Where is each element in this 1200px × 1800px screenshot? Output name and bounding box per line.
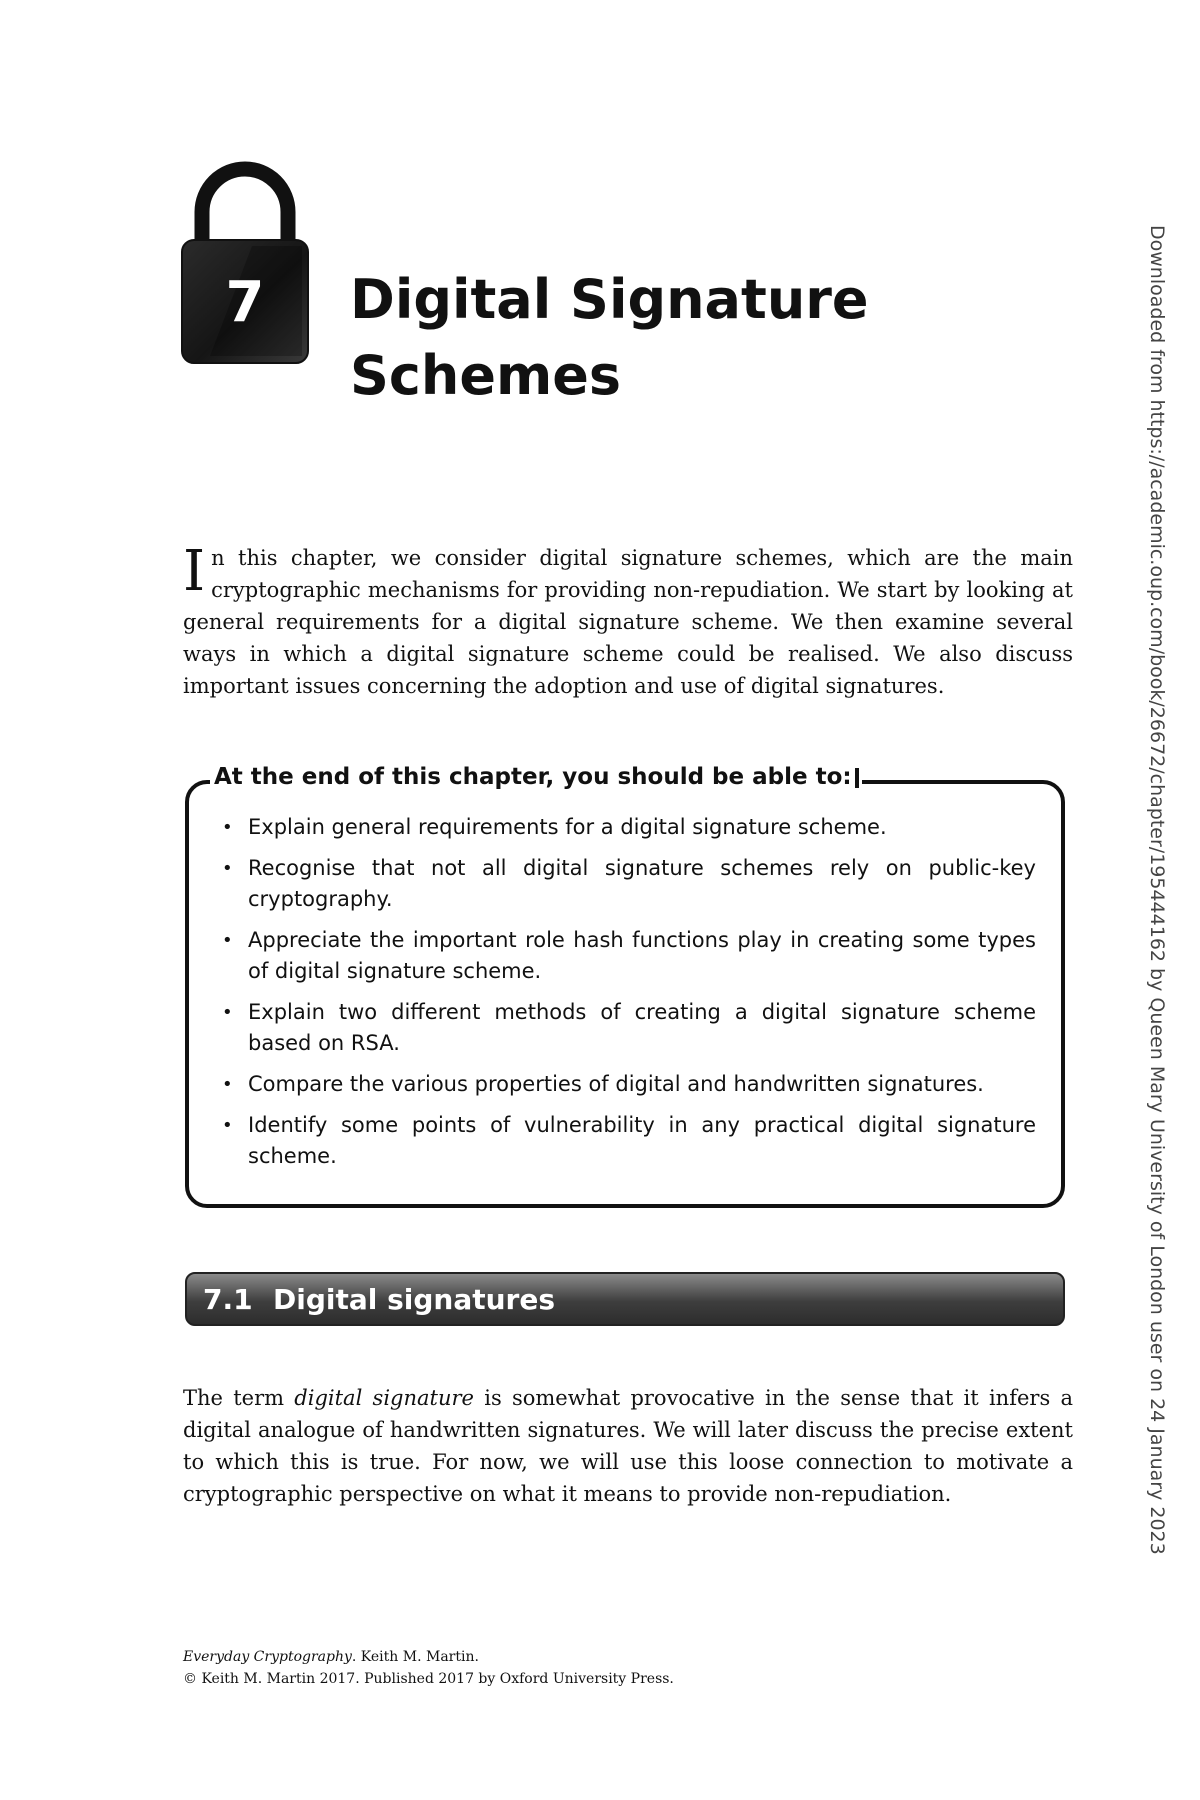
objectives-heading: At the end of this chapter, you should be able to: (210, 759, 862, 795)
drop-cap: I (183, 539, 206, 604)
download-watermark: Downloaded from https://academic.oup.com/book/26672/chapter/195444162 by Queen Mary University of London user on 24 January 2023 (1146, 225, 1168, 1555)
section-number: 7.1 (203, 1282, 253, 1316)
heading-rule-tick (855, 768, 859, 788)
objective-item: • Appreciate the important role hash functions play in creating some types of digital signature scheme. (218, 925, 1036, 987)
objective-item: • Explain two different methods of creating a digital signature scheme based on RSA. (218, 997, 1036, 1059)
bullet-icon: • (222, 858, 233, 879)
chapter-title: Digital Signature Schemes (350, 268, 869, 407)
defined-term: digital signature (294, 1386, 474, 1410)
citation-line (183, 1646, 983, 1668)
chapter-number: 7 (225, 270, 265, 335)
bullet-icon: • (222, 1115, 233, 1136)
book-title: Everyday Cryptography (183, 1649, 352, 1665)
objectives-list (218, 812, 1036, 1182)
section-title: Digital signatures (273, 1282, 556, 1316)
bullet-icon: • (222, 1074, 233, 1095)
objective-item: • Identify some points of vulnerability in any practical digital signature scheme. (218, 1110, 1036, 1172)
section-heading-bar (185, 1272, 1065, 1326)
intro-paragraph (183, 539, 1073, 702)
objective-item: • Recognise that not all digital signature schemes rely on public-key cryptography. (218, 853, 1036, 915)
objective-item: • Explain general requirements for a digital signature scheme. (218, 812, 1036, 843)
bullet-icon: • (222, 817, 233, 838)
bullet-icon: • (222, 930, 233, 951)
intro-text: n this chapter, we consider digital signature schemes, which are the main cryptographic mechanisms for providing non-repudiation. We start by looking at general requirements for a digital signature scheme. We then examine several ways in which a digital signature scheme could be realised. We also discuss important issues concerning the adoption and use of digital signatures. (183, 546, 1073, 698)
book-author: . Keith M. Martin. (351, 1649, 479, 1665)
bullet-icon: • (222, 1002, 233, 1023)
copyright-line: © Keith M. Martin 2017. Published 2017 by Oxford University Press. (183, 1671, 674, 1687)
objective-item: • Compare the various properties of digital and handwritten signatures. (218, 1069, 1036, 1100)
page-footer (183, 1646, 983, 1690)
body-paragraph: The term digital signature is somewhat provocative in the sense that it infers a digital analogue of handwritten signatures. We will later discuss the precise extent to which this is true. For now, we will use this loose connection to motivate a cryptographic perspective on what it means to provide non-repudiation. (183, 1386, 1073, 1506)
